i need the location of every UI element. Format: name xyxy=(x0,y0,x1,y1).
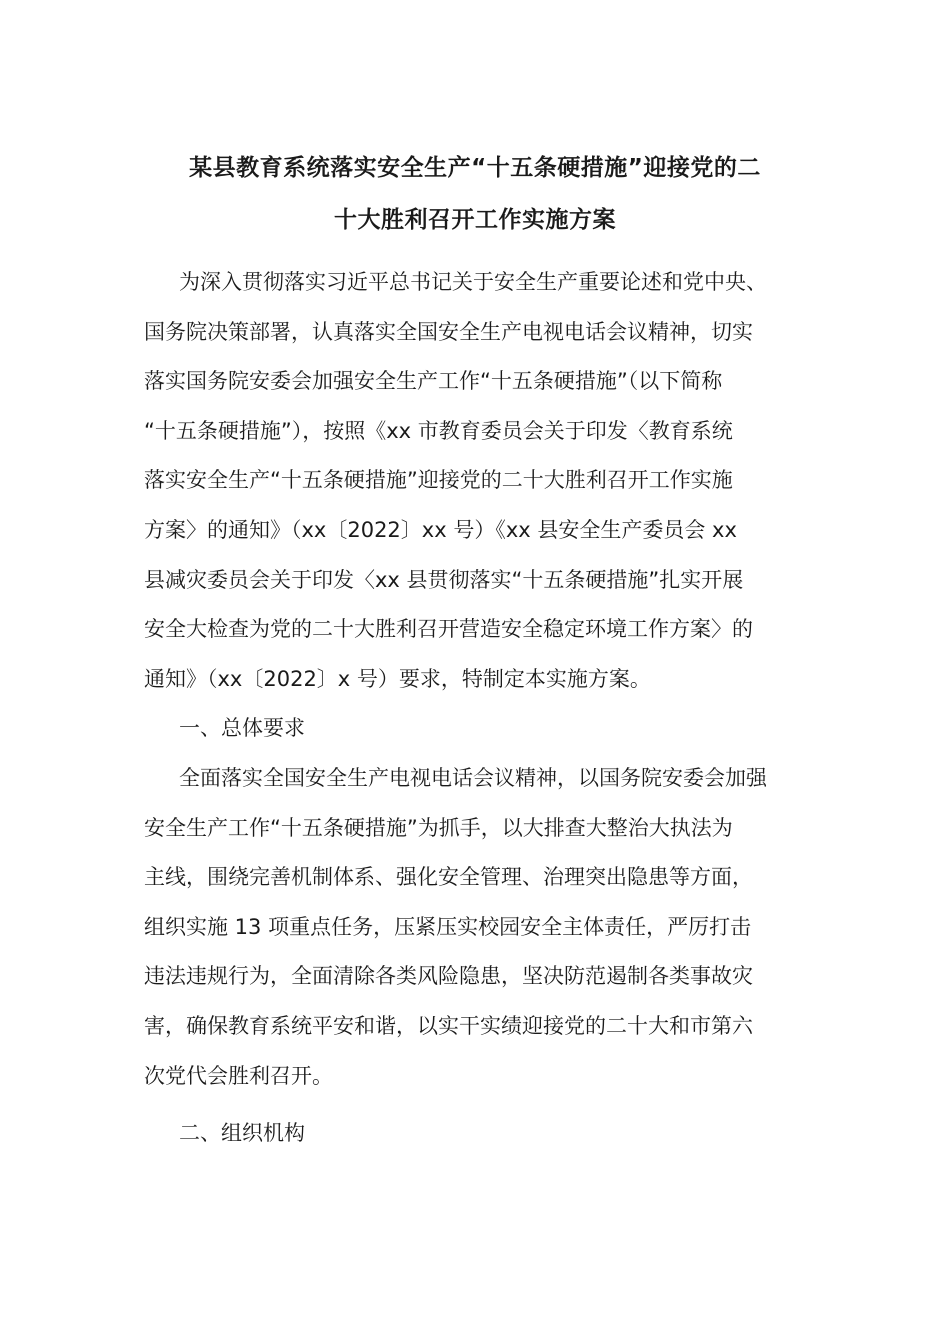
paragraph-line: 次党代会胜利召开。 xyxy=(144,1063,333,1088)
section-spacer xyxy=(144,1101,814,1109)
paragraph-line: 国务院决策部署，认真落实全国安全生产电视电话会议精神，切实 xyxy=(144,319,753,344)
title-line-1: 某县教育系统落实安全生产“十五条硬措施”迎接党的二 xyxy=(189,155,761,181)
paragraph-line: 通知》（xx〔2022〕x 号）要求，特制定本实施方案。 xyxy=(144,666,651,691)
paragraph-line: 县减灾委员会关于印发〈xx 县贯彻落实“十五条硬措施”扎实开展 xyxy=(144,567,744,592)
paragraph-line: 主线，围绕完善机制体系、强化安全管理、治理突出隐患等方面， xyxy=(144,865,753,890)
paragraph-line: “十五条硬措施”），按照《xx 市教育委员会关于印发〈教育系统 xyxy=(144,418,733,443)
section-heading-general-requirements: 一、总体要求 xyxy=(179,716,305,741)
document-title xyxy=(140,142,810,246)
document-body xyxy=(144,258,814,1159)
paragraph-line: 落实国务院安委会加强安全生产工作“十五条硬措施”（以下简称 xyxy=(144,369,723,394)
paragraph-line: 方案〉的通知》（xx〔2022〕xx 号）《xx 县安全生产委员会 xx xyxy=(144,517,737,542)
paragraph-line: 落实安全生产“十五条硬措施”迎接党的二十大胜利召开工作实施 xyxy=(144,468,733,493)
paragraph-line: 安全生产工作“十五条硬措施”为抓手，以大排查大整治大执法为 xyxy=(144,815,733,840)
paragraph-line: 全面落实全国安全生产电视电话会议精神，以国务院安委会加强 xyxy=(179,765,767,790)
title-line-2: 十大胜利召开工作实施方案 xyxy=(334,207,616,233)
paragraph-line: 安全大检查为党的二十大胜利召开营造安全稳定环境工作方案〉的 xyxy=(144,617,753,642)
paragraph-line: 为深入贯彻落实习近平总书记关于安全生产重要论述和党中央、 xyxy=(179,270,767,294)
paragraph-line: 害，确保教育系统平安和谐，以实干实绩迎接党的二十大和市第六 xyxy=(144,1013,753,1038)
paragraph-line: 组织实施 13 项重点任务，压紧压实校园安全主体责任，严厉打击 xyxy=(144,914,752,939)
section-heading-organization: 二、组织机构 xyxy=(179,1121,305,1146)
paragraph-line: 违法违规行为，全面清除各类风险隐患，坚决防范遏制各类事故灾 xyxy=(144,964,753,989)
intro-paragraph xyxy=(144,258,814,704)
general-requirements-paragraph xyxy=(144,754,814,1101)
